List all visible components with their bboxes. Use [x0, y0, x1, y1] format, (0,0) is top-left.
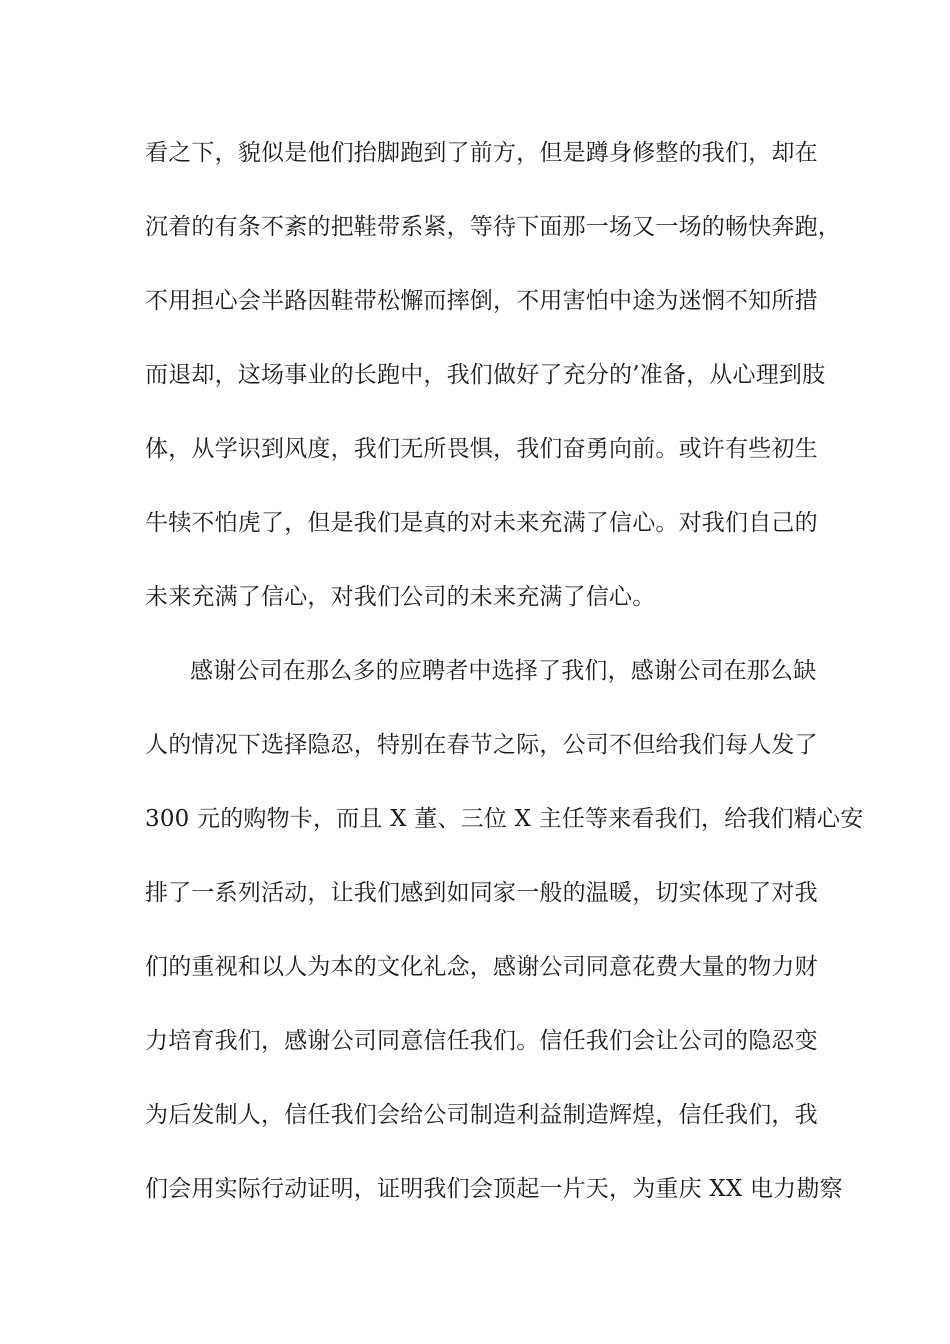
text-line: 看之下，貌似是他们抬脚跑到了前方，但是蹲身修整的我们，却在: [145, 140, 818, 166]
text-line: 人的情况下选择隐忍，特别在春节之际，公司不但给我们每人发了: [145, 732, 818, 758]
text-line: 们的重视和以人为本的文化礼念，感谢公司同意花费大量的物力财: [145, 954, 818, 980]
text-line: 排了一系列活动，让我们感到如同家一般的温暖，切实体现了对我: [145, 880, 818, 906]
text-line: 而退却，这场事业的长跑中，我们做好了充分的’准备，从心理到肢: [145, 362, 826, 388]
text-line: 牛犊不怕虎了，但是我们是真的对未来充满了信心。对我们自己的: [145, 510, 818, 536]
paragraph-first-line: 感谢公司在那么多的应聘者中选择了我们，感谢公司在那么缺: [190, 658, 817, 684]
text-line: 们会用实际行动证明，证明我们会顶起一片天，为重庆 XX 电力勘察: [145, 1176, 843, 1202]
text-line: 未来充满了信心，对我们公司的未来充满了信心。: [145, 584, 656, 610]
text-line: 力培育我们，感谢公司同意信任我们。信任我们会让公司的隐忍变: [145, 1028, 818, 1054]
text-line: 不用担心会半路因鞋带松懈而摔倒，不用害怕中途为迷惘不知所措: [145, 288, 818, 314]
text-line: 300 元的购物卡，而且 X 董、三位 X 主任等来看我们，给我们精心安: [145, 806, 864, 832]
text-line: 体，从学识到风度，我们无所畏惧，我们奋勇向前。或许有些初生: [145, 436, 818, 462]
text-line: 沉着的有条不紊的把鞋带系紧，等待下面那一场又一场的畅快奔跑，: [145, 214, 841, 240]
text-line: 为后发制人，信任我们会给公司制造利益制造辉煌，信任我们，我: [145, 1102, 818, 1128]
